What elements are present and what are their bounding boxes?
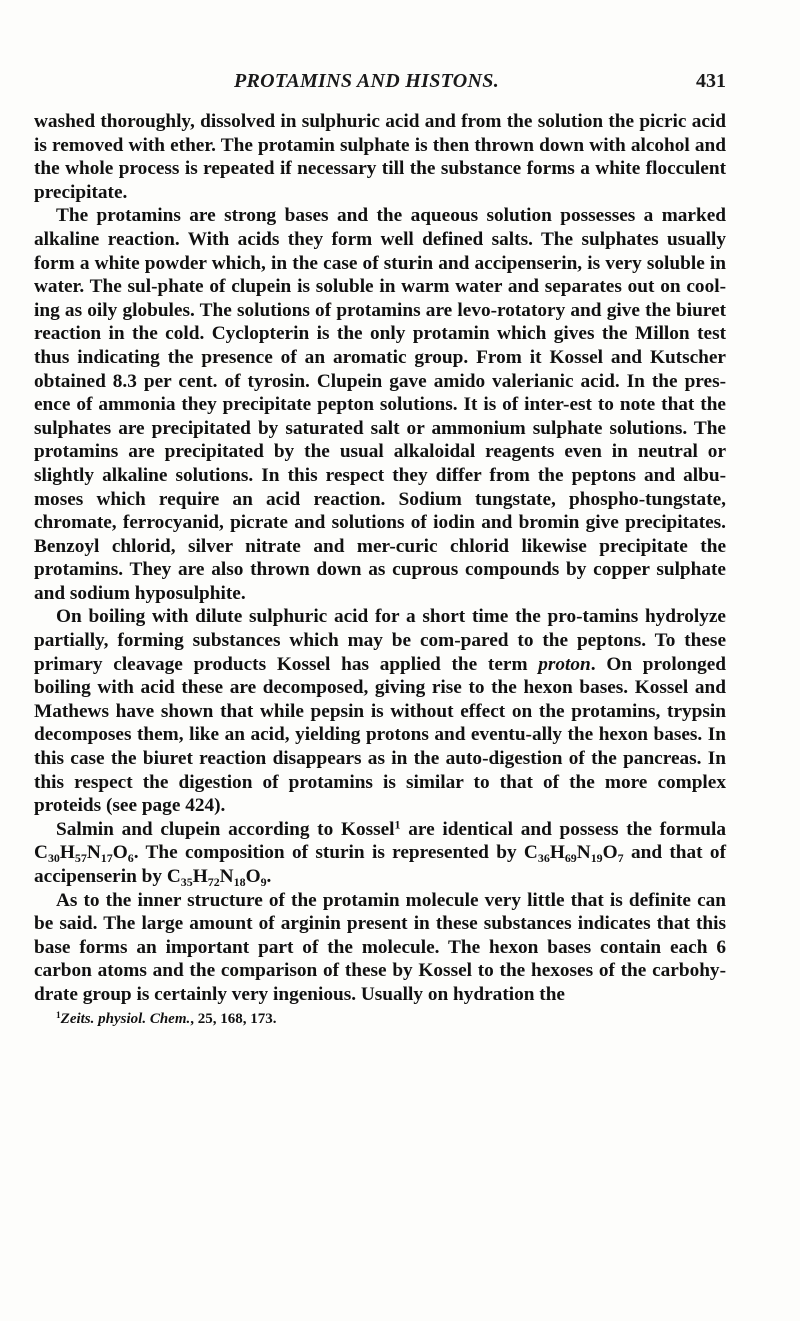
running-title: PROTAMINS AND HISTONS. <box>234 70 499 92</box>
footnote-ref: , 25, 168, 173. <box>190 1010 277 1027</box>
formula-accipenserin: $C_{35}H_{72}N_{18}O_9$ <box>166 866 267 890</box>
formula-sturin: $C_{36}H_{69}N_{19}O_7$ <box>523 842 624 866</box>
page-body <box>34 110 726 1029</box>
formula-salmin: $C_{30}H_{57}N_{17}O_6$ <box>34 842 134 866</box>
paragraph-4-text-e: . <box>266 866 272 887</box>
term-proton: proton <box>538 653 591 675</box>
page-number: 431 <box>696 70 726 92</box>
paragraph-5: As to the inner structure of the protamin molecule very little that is definite can be said. The large amount of arginin present in these substances indicates that this base forms an important part of the molecule. The hexon bases contain each 6 carbon atoms and the comparison of these by Kossel to the hexoses of the carbohy-drate group is certainly very ingenious. Usually on hydration the <box>34 889 726 1005</box>
paragraph-4-text-b: are identical and possess the formula <box>400 818 727 840</box>
paragraph-4-text-c: . The composition of sturin is represented by <box>133 842 524 864</box>
footnote <box>34 1009 726 1029</box>
footnote-reference: 1 <box>394 817 401 832</box>
paragraph-4-text-d: and that of accipenserin by <box>34 842 726 887</box>
paragraph-4-text-a: Salmin and clupein according to Kossel <box>56 818 395 840</box>
paragraph-4 <box>34 818 726 889</box>
paragraph-2: The protamins are strong bases and the aqueous solution possesses a marked alkaline reaction. With acids they form well defined salts. The sulphates usually form a white powder which, in the case of sturin and accipenserin, is very soluble in water. The sul-phate of clupein is soluble in warm water and separates out on cool-ing as oily globules. The solutions of protamins are levo-rotatory and give the biuret reaction in the cold. Cyclopterin is the only protamin which gives the Millon test thus indicating the presence of an aromatic group. From it Kossel and Kutscher obtained 8.3 per cent. of tyrosin. Clupein gave amido valerianic acid. In the pres-ence of ammonia they precipitate pepton solutions. It is of inter-est to note that the sulphates are precipitated by saturated salt or ammonium sulphate solutions. The protamins are precipitated by the usual alkaloidal reagents even in neutral or slightly alkaline solutions. In this respect they differ from the peptons and albu-moses which require an acid reaction. Sodium tungstate, phospho-tungstate, chromate, ferrocyanid, picrate and solutions of iodin and bromin give precipitates. Benzoyl chlorid, silver nitrate and mer-curic chlorid likewise precipitate the protamins. They are also thrown down as cuprous compounds by copper sulphate and sodium hyposulphite. <box>34 205 726 604</box>
paragraph-3-text-a: On boiling with dilute sulphuric acid for a short time the pro-tamins hydrolyze partially, forming substances which may be com-pared to the peptons. To these primary cleavage products Kossel has applied the term <box>34 606 726 675</box>
page-header <box>34 70 726 100</box>
paragraph-3 <box>34 605 726 817</box>
footnote-marker: 1 <box>56 1010 61 1021</box>
footnote-journal: Zeits. physiol. Chem. <box>60 1010 191 1027</box>
paragraph-3-text-b: . On prolonged boiling with acid these are decomposed, giving rise to the hexon bases. Kossel and Mathews have shown that while pepsin is without effect on the protamins, trypsin decomposes them, like an acid, yielding protons and eventu-ally the hexon bases. In this case the biuret reaction disappears as in the auto-digestion of the pancreas. In this respect the digestion of protamins is similar to that of the more complex proteids (see page 424). <box>34 653 726 817</box>
paragraph-1: washed thoroughly, dissolved in sulphuric acid and from the solution the picric acid is removed with ether. The protamin sulphate is then thrown down with alcohol and the whole process is repeated if necessary till the substance forms a white flocculent precipitate. <box>34 111 726 203</box>
